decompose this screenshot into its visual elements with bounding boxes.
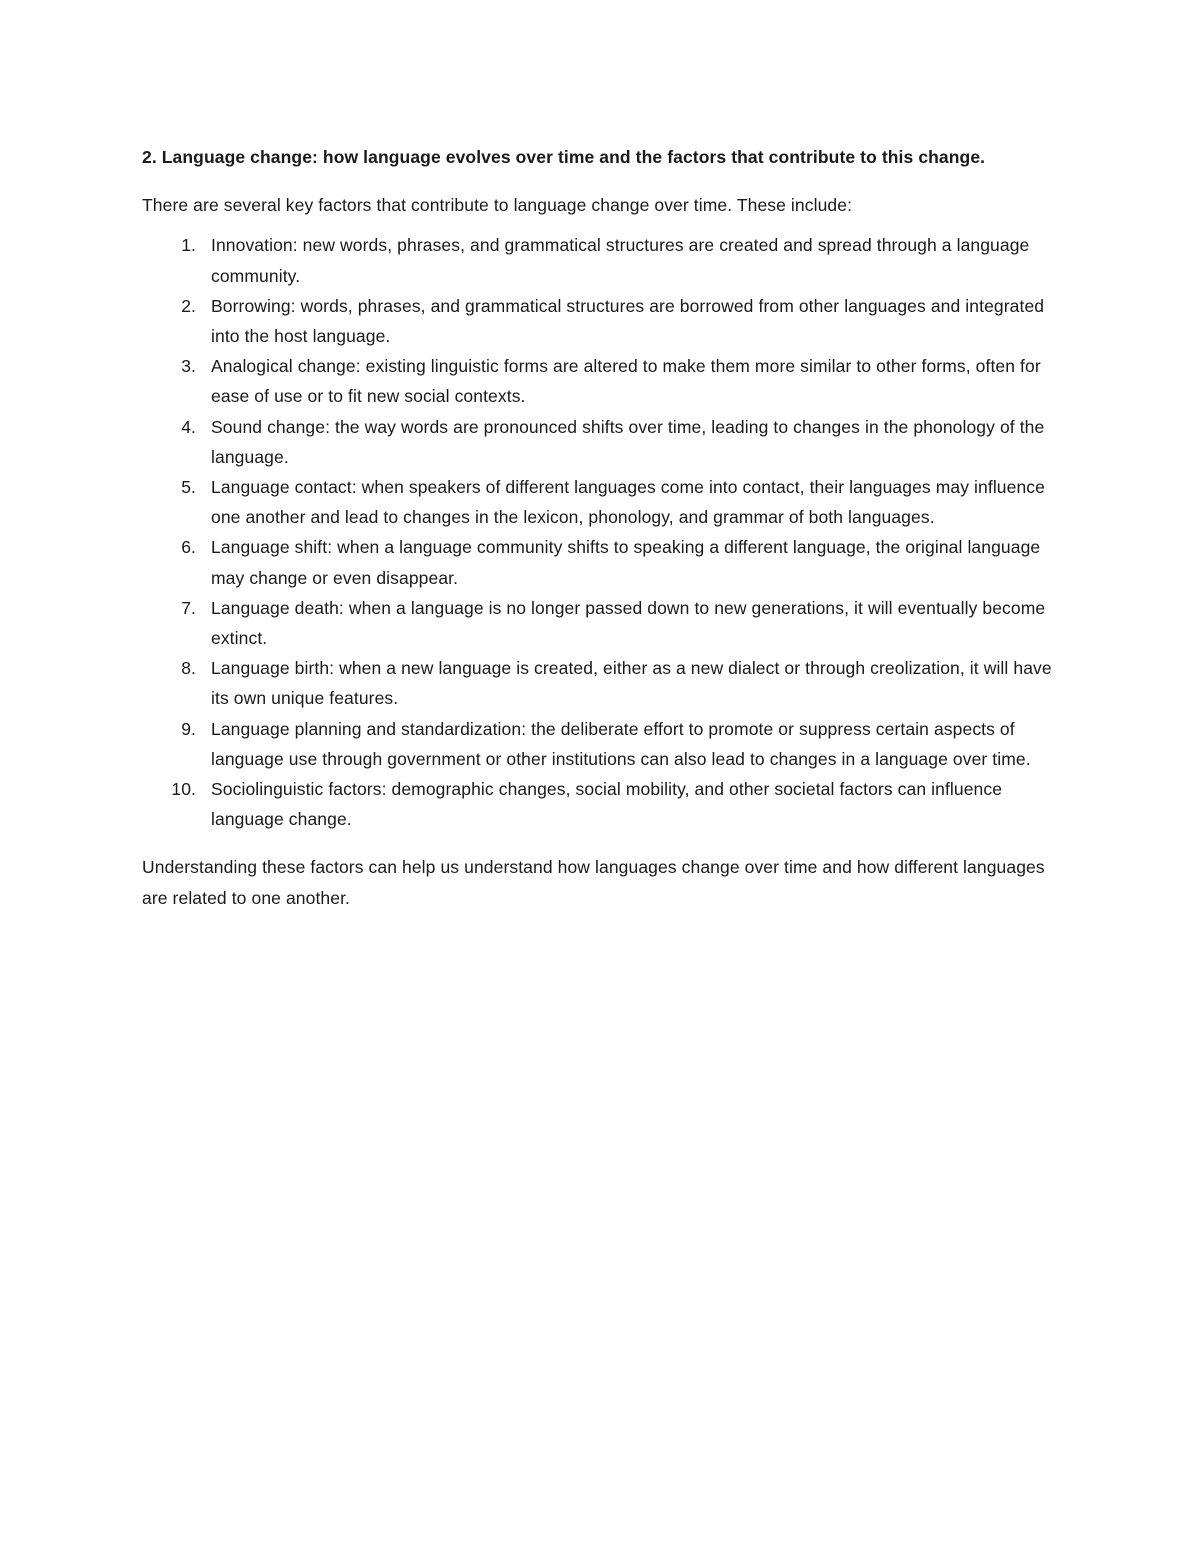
list-item-number: 6. [181, 537, 196, 558]
list-item-text: Language birth: when a new language is created, either as a new dialect or through creolization, it will have its own unique features. [211, 658, 1052, 709]
list-item-number: 2. [181, 295, 196, 316]
list-item [142, 291, 1062, 351]
list-item [142, 472, 1062, 532]
factor-list [142, 230, 1062, 834]
intro-paragraph: There are several key factors that contribute to language change over time. These include: [142, 195, 853, 216]
document-content [142, 142, 1062, 913]
list-item-number: 3. [181, 356, 196, 377]
list-item-number: 1. [181, 235, 196, 256]
list-item-number: 7. [181, 597, 196, 618]
list-item-number: 5. [181, 477, 196, 498]
list-item [142, 653, 1062, 713]
list-item-text: Language death: when a language is no longer passed down to new generations, it will eventually become extinct. [211, 597, 1046, 649]
list-item-text: Innovation: new words, phrases, and grammatical structures are created and spread through a language community. [211, 235, 1030, 286]
list-item-text: Borrowing: words, phrases, and grammatical structures are borrowed from other languages and integrated into the host language. [211, 295, 1045, 347]
list-item-text: Sociolinguistic factors: demographic changes, social mobility, and other societal factors can influence language change. [211, 779, 1003, 830]
list-item-number: 4. [181, 416, 196, 437]
list-item [142, 230, 1062, 290]
list-item-text: Sound change: the way words are pronounced shifts over time, leading to changes in the phonology of the language. [211, 416, 1045, 467]
list-item [142, 412, 1062, 472]
list-item [142, 351, 1062, 411]
list-item-text: Language shift: when a language community shifts to speaking a different language, the original language may change or even disappear. [211, 537, 1041, 588]
list-item-number: 10. [171, 779, 196, 800]
list-item [142, 774, 1062, 834]
closing-paragraph: Understanding these factors can help us understand how languages change over time and how different languages are related to one another. [142, 857, 1045, 908]
list-item-text: Language contact: when speakers of different languages come into contact, their languages may influence one another and lead to changes in the lexicon, phonology, and grammar of both languages. [211, 477, 1045, 528]
list-item-text: Language planning and standardization: the deliberate effort to promote or suppress certain aspects of language use through government or other institutions can also lead to changes in a language over time. [211, 718, 1031, 769]
list-item [142, 532, 1062, 592]
list-item-number: 8. [181, 658, 196, 679]
list-item-text: Analogical change: existing linguistic forms are altered to make them more similar to other forms, often for ease of use or to fit new social contexts. [211, 356, 1041, 407]
list-item [142, 714, 1062, 774]
list-item-number: 9. [181, 718, 196, 739]
list-item [142, 593, 1062, 653]
section-heading: 2. Language change: how language evolves over time and the factors that contribute to this change. [142, 147, 986, 167]
